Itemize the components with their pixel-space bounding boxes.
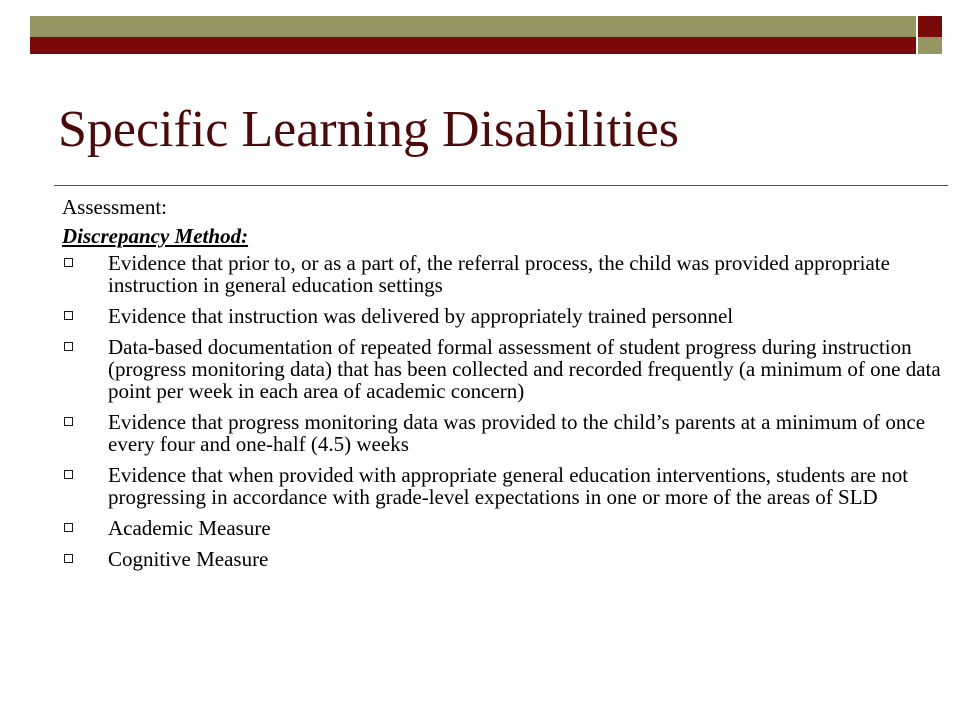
bullet-item [62,336,942,402]
bullet-text: Cognitive Measure [108,547,269,571]
bullet-item [62,517,942,539]
bullet-list [62,252,942,570]
bullet-text: Evidence that when provided with appropriate general education interventions, students are not progressing in accordance with grade-level expectations in one or more of the areas of SLD [108,463,909,509]
bullet-item [62,252,942,296]
title-divider [54,185,948,186]
hollow-square-bullet-icon [64,258,73,267]
bullet-item [62,464,942,508]
bullet-text: Evidence that prior to, or as a part of, the referral process, the child was provided appropriate instruction in general education settings [108,251,890,297]
slide-title: Specific Learning Disabilities [58,101,679,158]
bullet-item [62,411,942,455]
bullet-item [62,305,942,327]
hollow-square-bullet-icon [64,311,73,320]
header-band-olive [30,16,916,37]
hollow-square-bullet-icon [64,470,73,479]
bullet-text: Academic Measure [108,516,271,540]
bullet-text: Evidence that progress monitoring data was provided to the child’s parents at a minimum of once every four and one-half (4.5) weeks [108,410,926,456]
bullet-text: Evidence that instruction was delivered by appropriately trained personnel [108,304,734,328]
hollow-square-bullet-icon [64,523,73,532]
slide-body [62,196,942,579]
corner-block-maroon [918,16,942,37]
assessment-subheading: Assessment: [62,195,167,219]
bullet-text: Data-based documentation of repeated formal assessment of student progress during instruction (progress monitoring data) that has been collected and recorded frequently (a minimum of one data point per week in each area of academic concern) [108,335,941,403]
corner-block-olive [918,37,942,54]
header-band-maroon [30,37,916,54]
hollow-square-bullet-icon [64,554,73,563]
hollow-square-bullet-icon [64,342,73,351]
hollow-square-bullet-icon [64,417,73,426]
bullet-item [62,548,942,570]
method-label: Discrepancy Method: [62,224,249,248]
